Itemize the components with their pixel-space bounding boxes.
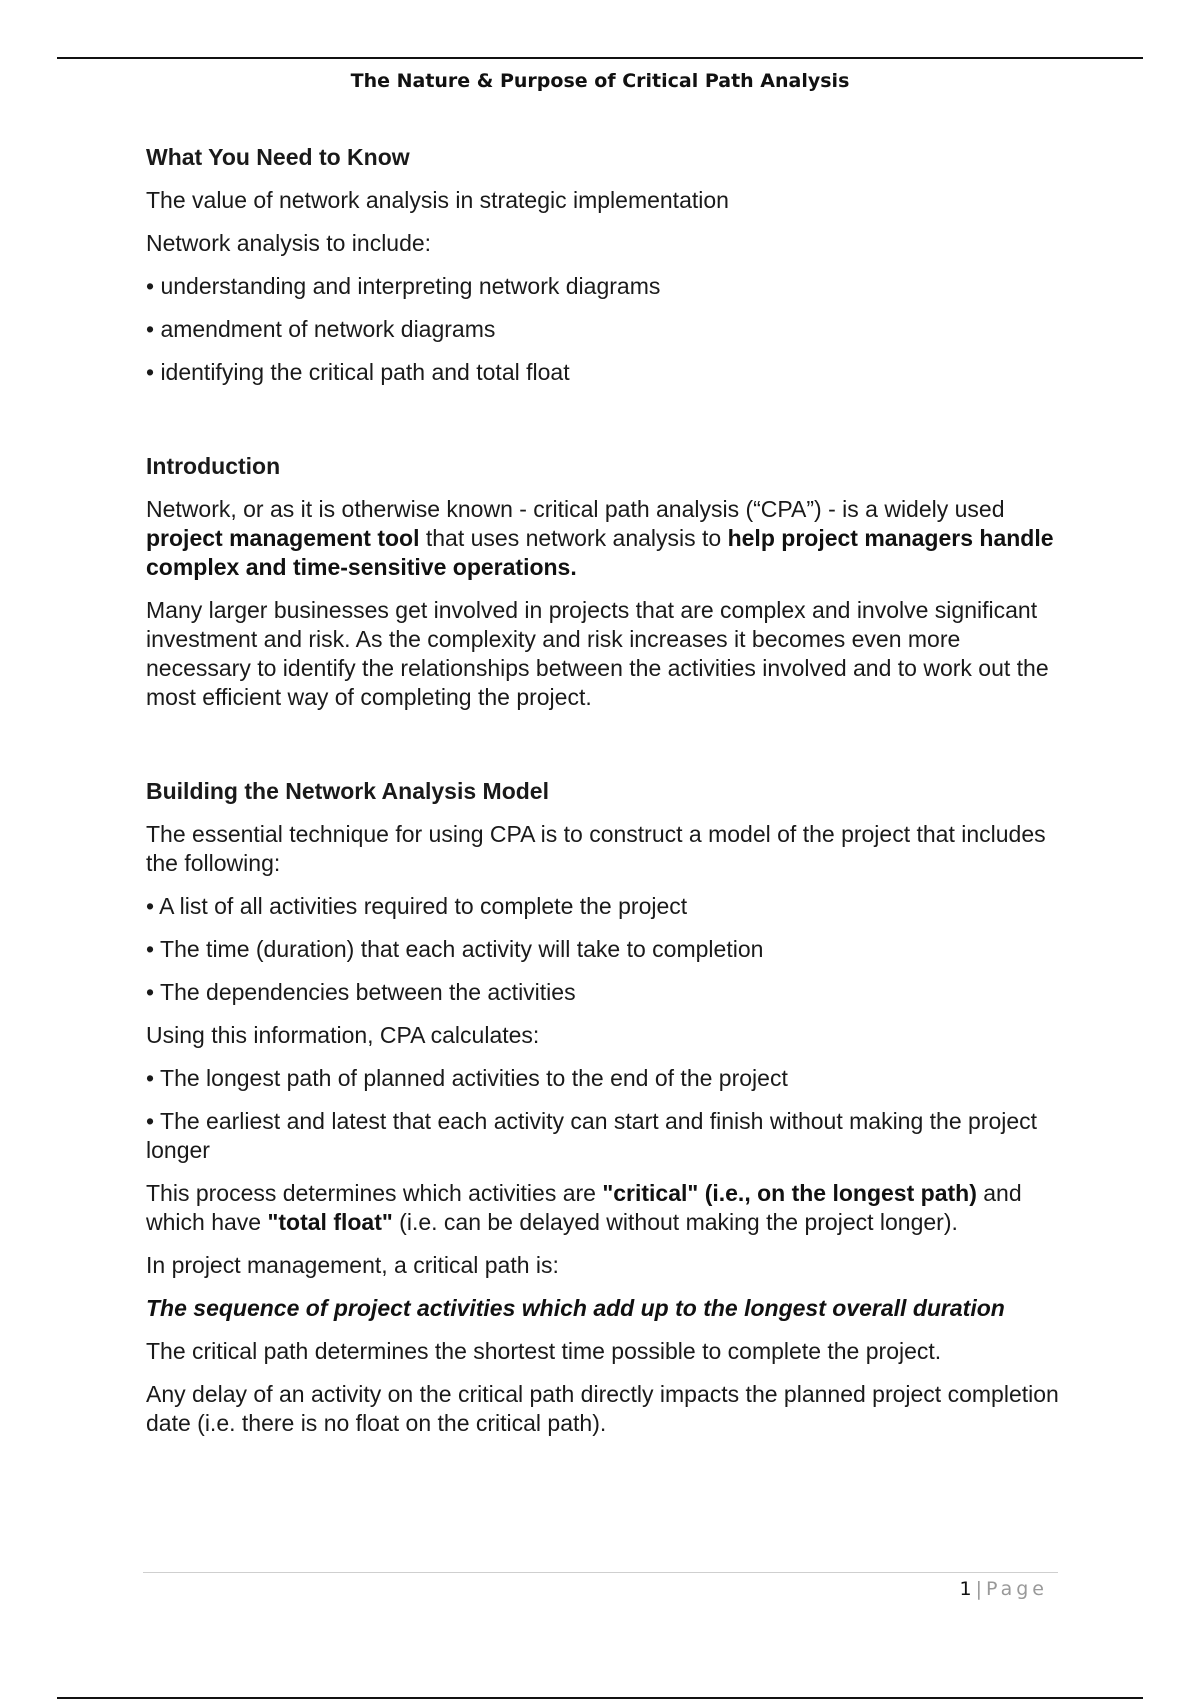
paragraph: The value of network analysis in strategic implementation xyxy=(146,187,729,213)
text-run: This process determines which activities are xyxy=(146,1180,603,1206)
paragraph: Any delay of an activity on the critical path directly impacts the planned project completion date (i.e. there is no float on the critical path). xyxy=(146,1381,1059,1436)
text-run: and which have xyxy=(146,1180,1022,1235)
bullet-item: • A list of all activities required to complete the project xyxy=(146,893,688,919)
paragraph: Many larger businesses get involved in projects that are complex and involve significant investment and risk. As the complexity and risk increases it becomes even more necessary to identify the relationships between the activities involved and to work out the most efficient way of completing the project. xyxy=(146,597,1049,710)
footer-rule xyxy=(143,1572,1058,1573)
text-run: Network, or as it is otherwise known - critical path analysis (“CPA”) - is a widely used xyxy=(146,496,1005,522)
text-run: that uses network analysis to xyxy=(419,525,728,551)
paragraph: Network analysis to include: xyxy=(146,230,432,256)
bullet-item: • The time (duration) that each activity will take to completion xyxy=(146,936,764,962)
critical-float-paragraph xyxy=(146,1179,1066,1237)
bold-text: project management tool xyxy=(146,525,420,551)
intro-paragraph xyxy=(146,495,1066,582)
text-run: (i.e. can be delayed without making the project longer). xyxy=(392,1209,958,1235)
bold-text: "critical" (i.e., on the longest path) xyxy=(602,1180,977,1206)
page-label: Page xyxy=(986,1578,1048,1600)
bullet-item: • The longest path of planned activities to the end of the project xyxy=(146,1065,788,1091)
bold-text: help project managers handle complex and time-sensitive operations. xyxy=(146,525,1054,580)
heading-building-model: Building the Network Analysis Model xyxy=(146,778,549,804)
bullet-item: • understanding and interpreting network diagrams xyxy=(146,273,661,299)
document-body xyxy=(146,143,1066,1452)
bullet-item: • amendment of network diagrams xyxy=(146,316,496,342)
page-number: 1 xyxy=(959,1578,972,1600)
paragraph: Using this information, CPA calculates: xyxy=(146,1022,540,1048)
paragraph: The critical path determines the shortest time possible to complete the project. xyxy=(146,1338,942,1364)
bullet-item: • The dependencies between the activities xyxy=(146,979,576,1005)
bottom-rule xyxy=(57,1697,1143,1699)
paragraph: The essential technique for using CPA is to construct a model of the project that includes the following: xyxy=(146,821,1046,876)
heading-what-you-need-to-know: What You Need to Know xyxy=(146,144,410,170)
heading-introduction: Introduction xyxy=(146,453,281,479)
page-header-title: The Nature & Purpose of Critical Path Analysis xyxy=(350,70,850,92)
bullet-item: • identifying the critical path and total float xyxy=(146,359,570,385)
page-separator: | xyxy=(975,1578,982,1600)
page-footer xyxy=(143,1578,1048,1600)
paragraph: In project management, a critical path is: xyxy=(146,1252,559,1278)
header-rule xyxy=(57,57,1143,59)
critical-path-definition: The sequence of project activities which add up to the longest overall duration xyxy=(146,1295,1005,1321)
bullet-item: • The earliest and latest that each activity can start and finish without making the project longer xyxy=(146,1108,1038,1163)
bold-text: "total float" xyxy=(267,1209,393,1235)
